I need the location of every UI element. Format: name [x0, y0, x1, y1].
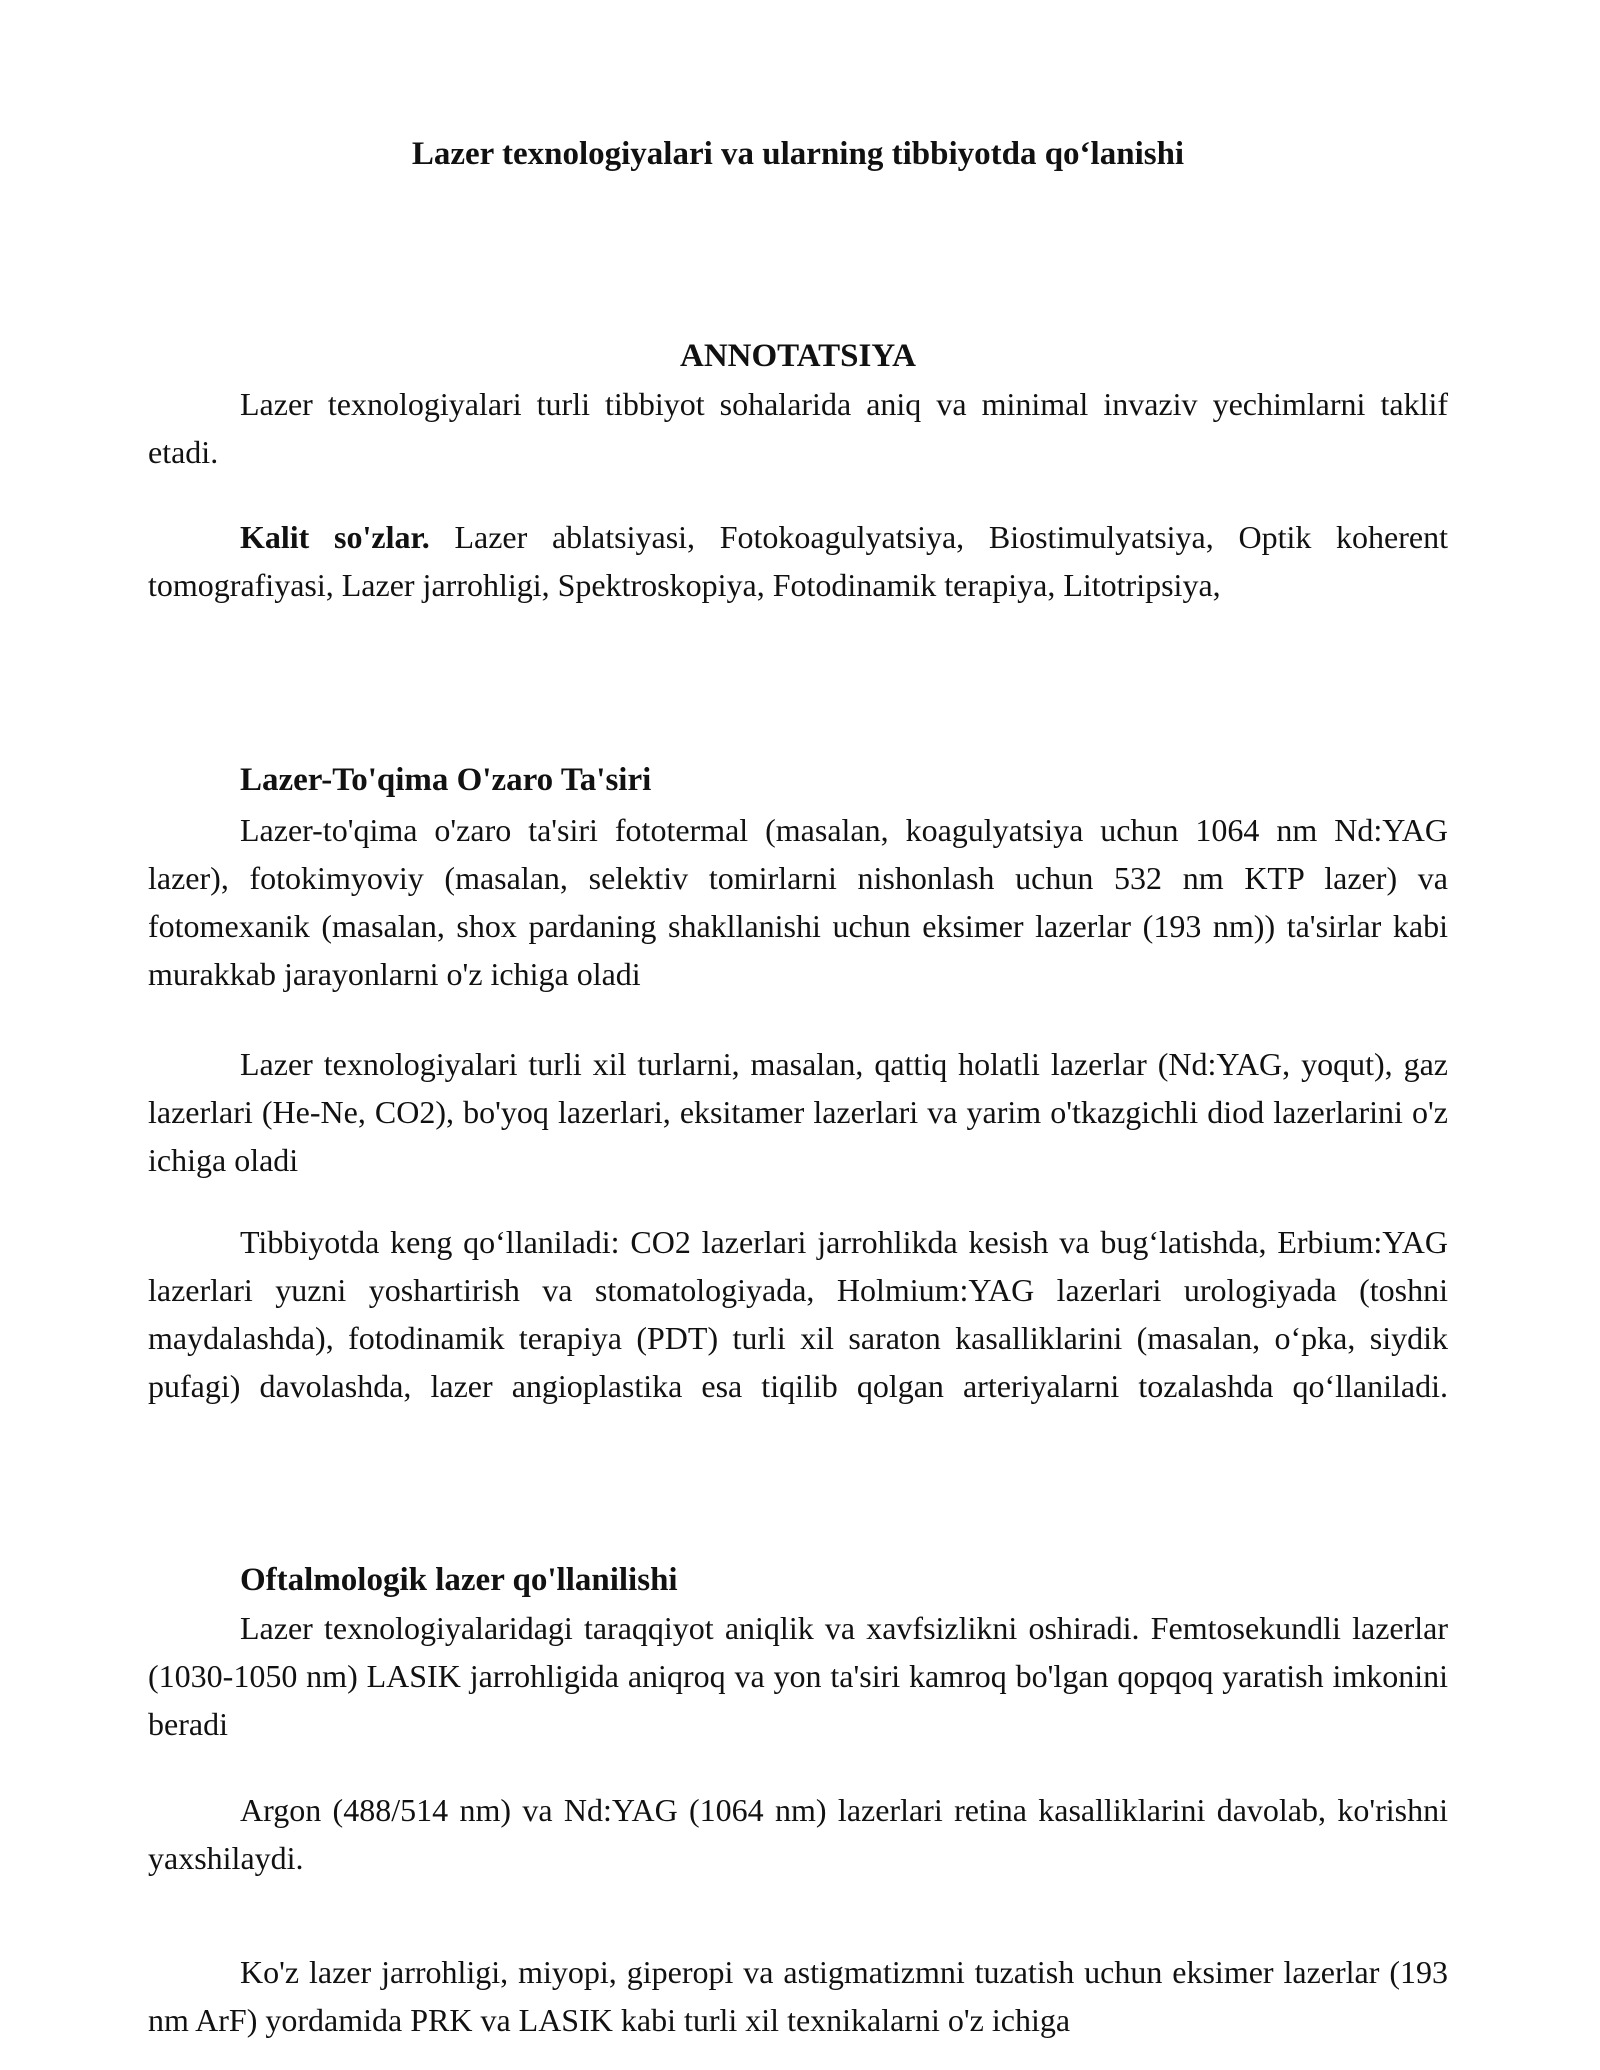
keywords-paragraph	[148, 513, 1448, 609]
keywords-text: Lazer ablatsiyasi, Fotokoagulyatsiya, Biostimulyatsiya, Optik koherent tomografiyasi, Lazer jarrohligi, Spektroskopiya, Fotodinamik terapiya, Litotripsiya,	[148, 519, 1448, 603]
paragraph: Ko'z lazer jarrohligi, miyopi, giperopi va astigmatizmni tuzatish uchun eksimer lazerlar (193 nm ArF) yordamida PRK va LASIK kabi turli xil texnikalarni o'z ichiga	[148, 1954, 1448, 2038]
annotation-heading: ANNOTATSIYA	[680, 338, 916, 374]
document-title: Lazer texnologiyalari va ularning tibbiyotda qo‘lanishi	[411, 136, 1185, 172]
paragraph: Lazer-to'qima o'zaro ta'siri fototermal (masalan, koagulyatsiya uchun 1064 nm Nd:YAG lazer), fotokimyoviy (masalan, selektiv tomirlarni nishonlash uchun 532 nm KTP lazer) va fotomexanik (masalan, shox pardaning shakllanishi uchun eksimer lazerlar (193 nm)) ta'sirlar kabi murakkab jarayonlarni o'z ichiga oladi	[148, 812, 1448, 992]
paragraph: Argon (488/514 nm) va Nd:YAG (1064 nm) lazerlari retina kasalliklarini davolab, ko'rishni yaxshilaydi.	[148, 1792, 1448, 1876]
section-heading-laser-tissue: Lazer-To'qima O'zaro Ta'siri	[240, 762, 652, 798]
annotation-paragraph: Lazer texnologiyalari turli tibbiyot sohalarida aniq va minimal invaziv yechimlarni taklif etadi.	[148, 386, 1448, 470]
keywords-label: Kalit so'zlar.	[240, 519, 430, 555]
section-heading-ophthalmology: Oftalmologik lazer qo'llanilishi	[240, 1562, 678, 1598]
paragraph: Lazer texnologiyalaridagi taraqqiyot aniqlik va xavfsizlikni oshiradi. Femtosekundli lazerlar (1030-1050 nm) LASIK jarrohligida aniqroq va yon ta'siri kamroq bo'lgan qopqoq yaratish imkonini beradi	[148, 1610, 1448, 1742]
paragraph: Tibbiyotda keng qo‘llaniladi: CO2 lazerlari jarrohlikda kesish va bug‘latishda, Erbium:YAG lazerlari yuzni yoshartirish va stomatologiyada, Holmium:YAG lazerlari urologiyada (toshni maydalashda), fotodinamik terapiya (PDT) turli xil saraton kasalliklarini (masalan, o‘pka, siydik pufagi) davolashda, lazer angioplastika esa tiqilib qolgan arteriyalarni tozalashda qo‘llaniladi.	[148, 1224, 1448, 1404]
paragraph: Lazer texnologiyalari turli xil turlarni, masalan, qattiq holatli lazerlar (Nd:YAG, yoqut), gaz lazerlari (He-Ne, CO2), bo'yoq lazerlari, eksitamer lazerlari va yarim o'tkazgichli diod lazerlarini o'z ichiga oladi	[148, 1046, 1448, 1178]
